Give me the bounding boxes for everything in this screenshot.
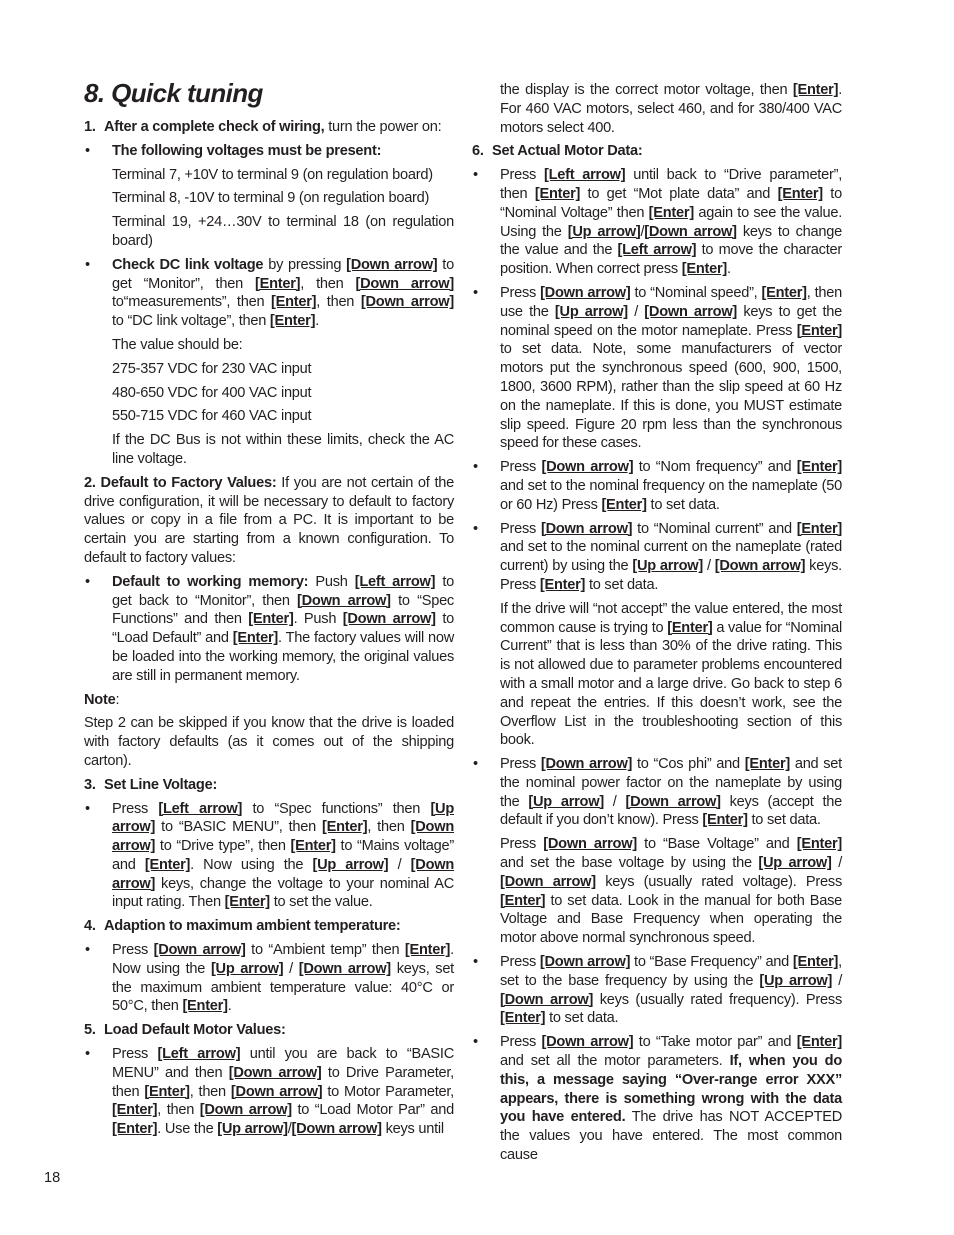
- text-run: The drive has NOT ACCEPTED the values you have entered. The most common cause: [500, 1109, 843, 1164]
- text-run: /: [283, 960, 299, 977]
- key-name: [Down arrow]: [714, 558, 806, 575]
- key-name: [Enter]: [269, 313, 316, 330]
- key-name: [Up arrow]: [758, 855, 832, 872]
- bullet-item: [472, 458, 842, 514]
- key-name: [Up arrow]: [554, 303, 628, 320]
- text-run: , then: [300, 275, 356, 292]
- step-number: 5.: [84, 1022, 96, 1039]
- step-heading: [472, 142, 842, 161]
- text-run: and set the base voltage by using the: [500, 855, 759, 872]
- key-name: [Enter]: [248, 611, 294, 628]
- key-name: [Enter]: [792, 954, 839, 971]
- text-run: .: [227, 998, 232, 1015]
- text-run: to “Base Voltage” and: [636, 836, 797, 853]
- bold-text: Note: [84, 691, 116, 708]
- bullet-item: [472, 755, 842, 830]
- key-name: [Down arrow]: [644, 223, 737, 240]
- key-name: [Down arrow]: [297, 592, 391, 609]
- text-run: , set to the base frequency by using the: [500, 954, 842, 989]
- bold-text: Set Actual Motor Data:: [492, 143, 643, 160]
- text-run: 480-650 VDC for 400 VAC input: [112, 384, 312, 401]
- key-name: [Down arrow]: [644, 303, 738, 320]
- text-run: keys (usually rated voltage). Press: [595, 873, 842, 890]
- key-name: [Enter]: [796, 836, 843, 853]
- key-name: [Down arrow]: [153, 942, 246, 959]
- key-name: [Down arrow]: [500, 873, 596, 890]
- text-run: 275-357 VDC for 230 VAC input: [112, 360, 312, 377]
- text-run: Press: [500, 836, 544, 853]
- text-run: The value should be:: [112, 336, 243, 353]
- text-run: keys (usually rated frequency). Press: [593, 991, 842, 1008]
- text-run: to Motor Parameter,: [322, 1083, 454, 1100]
- key-name: [Enter]: [539, 576, 586, 593]
- text-run: . Now using the: [190, 856, 313, 873]
- key-name: [Down arrow]: [360, 294, 454, 311]
- step-heading: [84, 776, 454, 795]
- key-name: [Up arrow]: [312, 856, 389, 873]
- bold-text: If, when you do this, a message saying “Over-range error XXX” appears, there is something wrong with the data you have entered.: [500, 1053, 842, 1126]
- text-run: to “Load Motor Par” and: [291, 1102, 454, 1119]
- text-run: keys, change the voltage to your nominal AC input rating. Then: [112, 875, 454, 911]
- text-run: to “Nominal current” and: [632, 520, 797, 537]
- paragraph: [84, 166, 454, 185]
- bullet-item: [472, 953, 842, 1028]
- key-name: [Down arrow]: [540, 284, 631, 301]
- text-run: to set data.: [747, 812, 821, 829]
- text-run: keys. Press: [500, 558, 842, 593]
- key-name: [Down arrow]: [539, 954, 631, 971]
- text-run: Press: [500, 459, 542, 476]
- key-name: [Enter]: [144, 1083, 190, 1100]
- paragraph: [84, 474, 454, 568]
- text-run: to “Spec Functions” and then: [112, 592, 454, 628]
- text-run: , then: [157, 1102, 200, 1119]
- text-run: again to see the value. Using the: [500, 204, 842, 240]
- text-run: until you are back to “BASIC MENU” and then: [112, 1046, 454, 1081]
- text-run: keys, set the maximum ambient temperature value: 40°C or 50°C, then: [112, 960, 454, 1015]
- text-run: , then: [189, 1083, 231, 1100]
- paragraph: [84, 691, 454, 710]
- text-run: If you are not certain of the drive configuration, it will be necessary to default to factory values or copy in a file from a PC. It is important to be certain you are starting from a known configuration. To default to factory values:: [84, 474, 454, 566]
- bullet-item: [84, 800, 454, 913]
- text-run: . For 460 VAC motors, select 460, and for 380/400 VAC motors select 400.: [500, 82, 842, 136]
- key-name: [Enter]: [500, 892, 546, 909]
- key-name: [Down arrow]: [541, 459, 634, 476]
- bold-text: The following voltages must be present:: [112, 142, 382, 159]
- key-name: [Enter]: [796, 322, 842, 339]
- text-run: to “Nominal Voltage” then: [500, 185, 842, 221]
- bullet-item: [472, 166, 842, 279]
- left-column: [84, 118, 454, 1144]
- key-name: [Enter]: [112, 1121, 158, 1138]
- text-run: Terminal 8, -10V to terminal 9 (on regulation board): [112, 190, 430, 207]
- text-run: to “Load Default” and: [112, 611, 454, 647]
- step-number: 3.: [84, 776, 96, 793]
- text-run: by pressing: [263, 256, 347, 273]
- text-run: Press: [500, 756, 541, 773]
- key-name: [Down arrow]: [342, 611, 436, 628]
- text-run: and set the nominal power factor on the nameplate by using the: [500, 756, 842, 810]
- paragraph: [472, 81, 842, 137]
- text-run: the display is the correct motor voltage, then: [500, 82, 793, 98]
- key-name: [Left arrow]: [543, 167, 626, 184]
- key-name: [Enter]: [796, 459, 842, 476]
- text-run: . The factory values will now be loaded into the working memory, the original values are still in permanent memory.: [112, 630, 454, 684]
- text-run: /: [831, 855, 843, 872]
- text-run: /: [287, 1121, 292, 1138]
- key-name: [Enter]: [271, 294, 317, 311]
- paragraph: [84, 336, 454, 355]
- text-run: to set data. Look in the manual for both Base Voltage and Base Frequency when operating the motor above normal synchronous speed.: [500, 892, 842, 947]
- text-run: /: [702, 558, 715, 575]
- text-run: to “Nom frequency” and: [633, 459, 797, 476]
- text-run: Terminal 7, +10V to terminal 9 (on regulation board): [112, 166, 433, 183]
- text-run: /: [832, 972, 842, 989]
- text-run: , then: [367, 819, 411, 836]
- key-name: [Up arrow]: [759, 972, 833, 989]
- key-name: [Enter]: [232, 630, 279, 647]
- key-name: [Enter]: [224, 894, 270, 911]
- text-run: keys to get the nominal speed on the motor nameplate. Press: [500, 303, 842, 339]
- key-name: [Enter]: [254, 275, 301, 292]
- bullet-item: [84, 941, 454, 1016]
- text-run: Push: [308, 573, 355, 590]
- text-run: .: [315, 313, 320, 330]
- text-run: to “Base Frequency” and: [630, 954, 793, 971]
- paragraph: [84, 213, 454, 251]
- key-name: [Up arrow]: [528, 793, 604, 810]
- key-name: [Down arrow]: [228, 1064, 322, 1081]
- bold-text: Adaption to maximum ambient temperature:: [104, 918, 401, 935]
- text-run: to Drive Parameter, then: [112, 1064, 454, 1100]
- paragraph: [84, 384, 454, 403]
- text-run: keys (accept the default if you don’t know). Press: [500, 793, 842, 829]
- text-run: to “Take motor par” and: [633, 1034, 797, 1051]
- text-run: Press: [500, 284, 541, 301]
- text-run: , then: [316, 294, 361, 311]
- text-run: Step 2 can be skipped if you know that the drive is loaded with factory defaults (as it comes out of the shipping carton).: [84, 715, 454, 769]
- page-title: 8. Quick tuning: [84, 78, 263, 108]
- key-name: [Down arrow]: [230, 1083, 323, 1100]
- text-run: Press: [500, 520, 541, 537]
- key-name: [Down arrow]: [500, 991, 594, 1008]
- bold-text: Default to working memory:: [112, 573, 309, 590]
- text-run: to “Nominal speed”,: [630, 284, 762, 301]
- bold-text: Set Line Voltage:: [104, 776, 218, 793]
- bullet-item: [84, 256, 454, 331]
- text-run: to set data.: [585, 576, 659, 593]
- text-run: to set data.: [545, 1010, 619, 1027]
- text-run: to get “Mot plate data” and: [580, 185, 778, 202]
- text-run: Press: [500, 954, 540, 971]
- text-run: , then use the: [500, 284, 842, 320]
- text-run: . Now using the: [112, 942, 454, 977]
- text-run: to “Spec functions” then: [242, 800, 431, 817]
- text-run: Press: [500, 167, 544, 184]
- step-heading: [84, 1021, 454, 1040]
- text-run: . Use the: [157, 1121, 218, 1138]
- text-run: . Push: [293, 611, 343, 628]
- key-name: [Enter]: [796, 520, 842, 537]
- text-run: to “DC link voltage”, then: [112, 313, 270, 330]
- text-run: to “BASIC MENU”, then: [155, 819, 323, 836]
- key-name: [Down arrow]: [298, 960, 391, 977]
- text-run: to “Drive type”, then: [155, 838, 291, 855]
- key-name: [Enter]: [761, 284, 807, 301]
- right-column: [472, 81, 842, 1170]
- text-run: If the drive will “not accept” the value entered, the most common cause is trying to: [500, 600, 842, 636]
- text-run: /: [603, 793, 626, 810]
- bullet-item: [84, 1045, 454, 1139]
- paragraph: [472, 835, 842, 948]
- text-run: If the DC Bus is not within these limits, check the AC line voltage.: [112, 432, 454, 467]
- key-name: [Enter]: [744, 756, 790, 773]
- key-name: [Enter]: [534, 185, 581, 202]
- key-name: [Down arrow]: [355, 275, 454, 292]
- bold-text: 2. Default to Factory Values:: [84, 474, 277, 491]
- text-run: /: [627, 303, 645, 320]
- key-name: [Up arrow]: [567, 223, 641, 240]
- text-run: to set data.: [646, 496, 720, 513]
- bullet-item: [472, 284, 842, 453]
- text-run: :: [115, 691, 120, 708]
- key-name: [Down arrow]: [540, 756, 633, 773]
- text-run: to“measurements”, then: [112, 294, 271, 311]
- text-run: to “Mains voltage” and: [112, 838, 454, 873]
- bullet-item: [84, 142, 454, 161]
- key-name: [Left arrow]: [354, 573, 436, 590]
- key-name: [Enter]: [702, 812, 748, 829]
- key-name: [Enter]: [777, 185, 823, 202]
- page-number: 18: [44, 1170, 61, 1186]
- key-name: [Down arrow]: [346, 256, 438, 273]
- text-run: .: [727, 261, 731, 278]
- key-name: [Left arrow]: [158, 800, 243, 817]
- key-name: [Down arrow]: [541, 1034, 634, 1051]
- bold-text: After a complete check of wiring,: [104, 119, 325, 135]
- text-run: and set to the nominal current on the nameplate (rated current) by using the: [500, 539, 842, 575]
- paragraph: [84, 407, 454, 426]
- text-run: to set data. Note, some manufacturers of vector motors put the synchronous speed (600, 900, 1500, 1800, 3600 RPM), rather than the slip speed at 60 Hz on the nameplate. If this is done, you MUST estimate slip speed. Figure 20 rpm less than the synchronous speed for these cases.: [500, 341, 842, 452]
- text-run: to move the character position. When correct press: [500, 242, 842, 278]
- key-name: [Up arrow]: [217, 1121, 288, 1138]
- text-run: to set the value.: [269, 894, 373, 911]
- text-run: to get “Monitor”, then: [112, 256, 454, 292]
- key-name: [Enter]: [404, 942, 451, 959]
- step-number: 4.: [84, 918, 96, 935]
- key-name: [Enter]: [601, 496, 647, 513]
- key-name: [Left arrow]: [157, 1046, 241, 1063]
- text-run: keys to change the value and the: [500, 223, 842, 259]
- text-run: turn the power on:: [324, 119, 442, 135]
- text-run: keys until: [381, 1121, 444, 1138]
- key-name: [Down arrow]: [112, 856, 455, 892]
- text-run: a value for “Nominal Current” that is less than 30% of the drive rating. This is not allowed due to parameter problems encountered with a small motor and a large drive. Go back to step 6 and repeat the entries. If this doesn’t work, see the Overflow List in the troubleshooting section of this book.: [500, 619, 842, 749]
- key-name: [Down arrow]: [112, 819, 454, 855]
- key-name: [Down arrow]: [540, 520, 633, 537]
- bold-text: Load Default Motor Values:: [104, 1022, 286, 1039]
- key-name: [Enter]: [144, 856, 191, 873]
- text-run: and set all the motor parameters.: [500, 1053, 730, 1070]
- text-run: to get back to “Monitor”, then: [112, 573, 455, 609]
- key-name: [Enter]: [290, 838, 336, 855]
- step-number: 1.: [84, 119, 96, 135]
- key-name: [Enter]: [681, 261, 728, 278]
- text-run: until back to “Drive parameter”, then: [500, 167, 843, 202]
- key-name: [Enter]: [796, 1034, 842, 1051]
- key-name: [Up arrow]: [112, 800, 455, 836]
- text-run: 550-715 VDC for 460 VAC input: [112, 408, 312, 425]
- key-name: [Left arrow]: [617, 242, 697, 259]
- key-name: [Down arrow]: [199, 1102, 292, 1119]
- key-name: [Enter]: [112, 1102, 158, 1119]
- paragraph: [472, 600, 842, 750]
- step-heading: [84, 917, 454, 936]
- key-name: [Enter]: [500, 1010, 546, 1027]
- key-name: [Enter]: [322, 819, 368, 836]
- key-name: [Enter]: [182, 998, 228, 1015]
- text-run: /: [640, 223, 645, 240]
- bullet-item: [472, 1033, 842, 1165]
- text-run: to “Cos phi” and: [632, 756, 745, 773]
- paragraph: [84, 189, 454, 208]
- text-run: Terminal 19, +24…30V to terminal 18 (on regulation board): [112, 214, 454, 249]
- key-name: [Up arrow]: [632, 558, 703, 575]
- bold-text: Check DC link voltage: [112, 256, 264, 273]
- key-name: [Enter]: [648, 204, 694, 221]
- paragraph: [84, 714, 454, 770]
- key-name: [Enter]: [792, 82, 839, 98]
- paragraph: [84, 431, 454, 469]
- key-name: [Down arrow]: [291, 1121, 382, 1138]
- text-run: Press: [112, 942, 154, 959]
- bullet-item: [84, 573, 454, 686]
- text-run: Press: [112, 800, 159, 817]
- key-name: [Up arrow]: [210, 960, 284, 977]
- text-run: and set to the nominal frequency on the nameplate (50 or 60 Hz) Press: [500, 477, 842, 513]
- key-name: [Down arrow]: [625, 793, 721, 810]
- bullet-item: [472, 520, 842, 595]
- text-run: to “Ambient temp” then: [245, 942, 405, 959]
- text-run: Press: [500, 1034, 542, 1051]
- text-run: /: [388, 856, 411, 873]
- step-number: 6.: [472, 143, 484, 160]
- text-run: Press: [112, 1046, 158, 1063]
- key-name: [Down arrow]: [543, 836, 637, 853]
- key-name: [Enter]: [667, 619, 713, 636]
- step-heading: [84, 118, 454, 137]
- paragraph: [84, 360, 454, 379]
